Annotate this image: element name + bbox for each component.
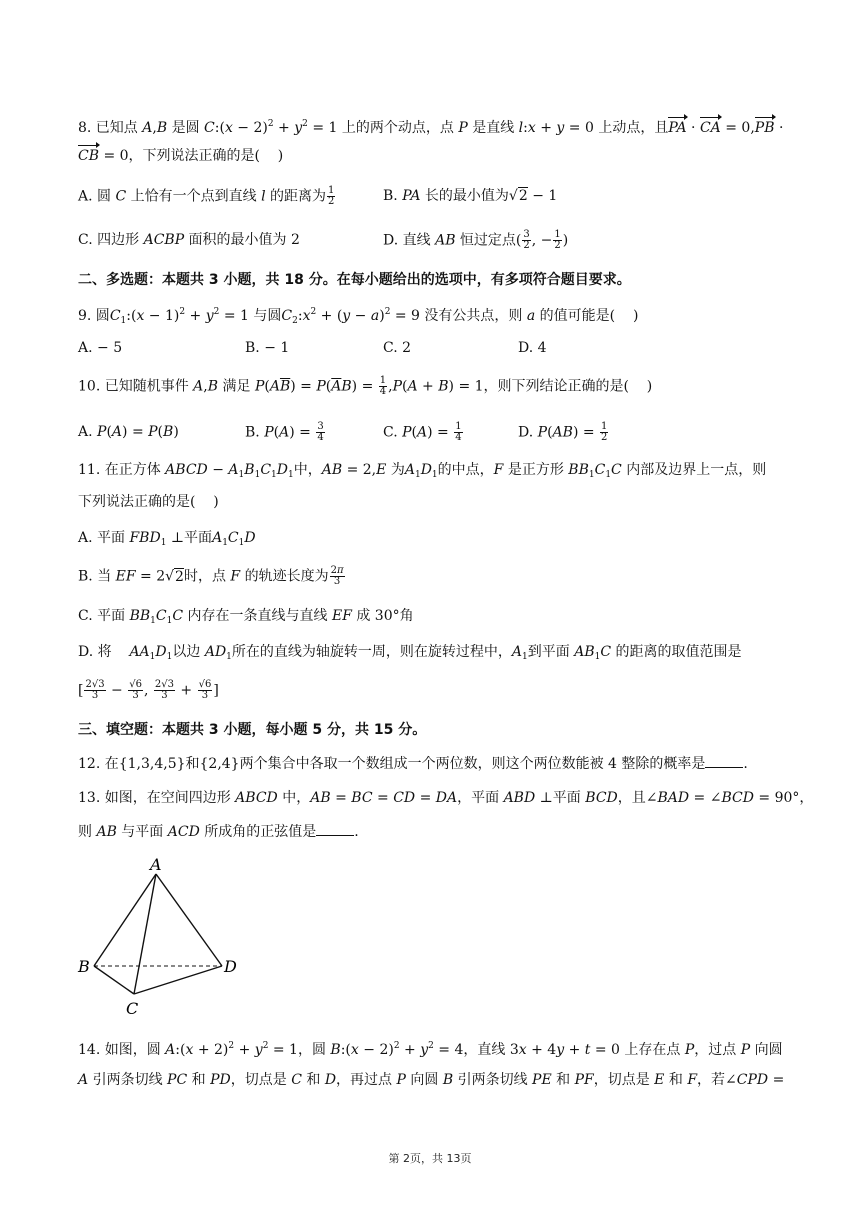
section-2-header: 二、多选题：本题共 3 小题，共 18 分。在每小题给出的选项中，有多项符合题目要求。 bbox=[78, 272, 631, 288]
page-footer: 第 2页，共 13页 bbox=[388, 1152, 472, 1165]
q9-option-a: A. − 5 bbox=[78, 340, 123, 356]
q11-option-b: B. 当 EF = 2√2时，点 F 的轨迹长度为 $\frac{2\pi}{3}$ bbox=[78, 565, 344, 587]
q11-option-d-line2: [ $\frac{2√3}{3}$ − $\frac{√6}{3}$ , $\frac{2√3}{3}$ + $\frac{√6}{3}$ ] bbox=[78, 679, 219, 701]
q10-option-b: B. P(A) = $\frac{3}{4}$ bbox=[245, 421, 324, 443]
q11-option-c: C. 平面 $BB_1C_1C$ 内存在一条直线与直线 EF 成 30°角 bbox=[78, 608, 414, 626]
label-b: B bbox=[78, 957, 90, 976]
q10-option-c: C. P(A) = $\frac{1}{4}$ bbox=[383, 421, 462, 443]
edge-bc bbox=[94, 966, 134, 994]
q9-option-b: B. − 1 bbox=[245, 340, 290, 356]
q11-option-d-line1: D. 将 $AA_1D_1$以边 $AD_1$所在的直线为轴旋转一周，则在旋转过程中，$A_1$到平面 $AB_1C$ 的距离的取值范围是 bbox=[78, 644, 742, 662]
q8-stem-line1: 8. 已知点 A,B 是圆 C:(x − $2)^2 + y^2 = 1$ 上的两个动点，点 P 是直线 l:x + y = 0 上动点，且PA · CA = 0,PB · bbox=[78, 119, 784, 136]
label-c: C bbox=[126, 999, 139, 1017]
edge-cd bbox=[134, 966, 222, 994]
q13-stem-line2: 则 AB 与平面 ACD 所成角的正弦值是 . bbox=[78, 824, 359, 840]
q10-option-d: D. P(AB) = $\frac{1}{2}$ bbox=[518, 421, 608, 443]
q11-stem-line1: 11. 在正方体 ABCD − $A_1B_1C_1D_1$中，AB = 2,E 为$A_1D_1$的中点，F 是正方形 $BB_1C_1C$ 内部及边界上一点，则 bbox=[78, 462, 767, 480]
label-d: D bbox=[224, 957, 237, 976]
q8-stem-line2: CB = 0，下列说法正确的是( ) bbox=[78, 148, 284, 164]
q14-stem-line2: A 引两条切线 PC 和 PD，切点是 C 和 D，再过点 P 向圆 B 引两条切线 PE 和 PF，切点是 E 和 F，若∠CPD = bbox=[78, 1072, 785, 1088]
q13-stem-line1: 13. 如图，在空间四边形 ABCD 中，AB = BC = CD = DA，平面 ABD ⊥平面 BCD，且∠BAD = ∠BCD = 90°， bbox=[78, 790, 814, 806]
q8-option-b: B. PA 长的最小值为√2 − 1 bbox=[383, 188, 558, 204]
tetrahedron-figure bbox=[72, 852, 252, 1017]
q10-option-a: A. P(A) = P(B) bbox=[78, 424, 179, 440]
edge-ad bbox=[156, 874, 222, 966]
q8-option-d: D. 直线 AB 恒过定点( $\frac{3}{2}$ , − $\frac{1}{2}$ ) bbox=[383, 229, 569, 251]
q8-option-c: C. 四边形 ACBP 面积的最小值为 2 bbox=[78, 232, 300, 248]
q12-stem: 12. 在{1,3,4,5}和{2,4}两个集合中各取一个数组成一个两位数，则这个两位数能被 4 整除的概率是 . bbox=[78, 756, 748, 772]
q8-option-a: A. 圆 C 上恰有一个点到直线 l 的距离为 $\frac{1}{2}$ bbox=[78, 185, 335, 207]
label-a: A bbox=[150, 855, 162, 874]
q11-option-a: A. 平面 $FBD_1$ ⊥平面$A_1C_1D$ bbox=[78, 530, 256, 548]
q11-stem-line2: 下列说法正确的是( ) bbox=[78, 494, 219, 510]
q10-stem: 10. 已知随机事件 A,B 满足 $P(A\overline{B}) = P(\overline{A}B)$ = $\frac{1}{4}$ ,P(A + B) = 1，则下列结论正确的是( ) bbox=[78, 375, 653, 397]
edge-ab bbox=[94, 874, 156, 966]
section-3-header: 三、填空题：本题共 3 小题，每小题 5 分，共 15 分。 bbox=[78, 722, 427, 738]
edge-ac bbox=[134, 874, 156, 994]
q9-stem: 9. 圆$C_1:(x - 1)^2 + y^2 = 1$ 与圆$C_2:x^2 + (y - a)^2 = 9$ 没有公共点，则 a 的值可能是( ) bbox=[78, 307, 639, 326]
q9-option-d: D. 4 bbox=[518, 340, 547, 356]
q14-stem-line1: 14. 如图，圆 A:(x + $2)^2 + y^2 = 1$，圆 B:(x − $2)^2 + y^2 = 4$，直线 3x + 4y + t = 0 上存在点 P，过点 P 向圆 bbox=[78, 1041, 783, 1058]
q9-option-c: C. 2 bbox=[383, 340, 412, 356]
